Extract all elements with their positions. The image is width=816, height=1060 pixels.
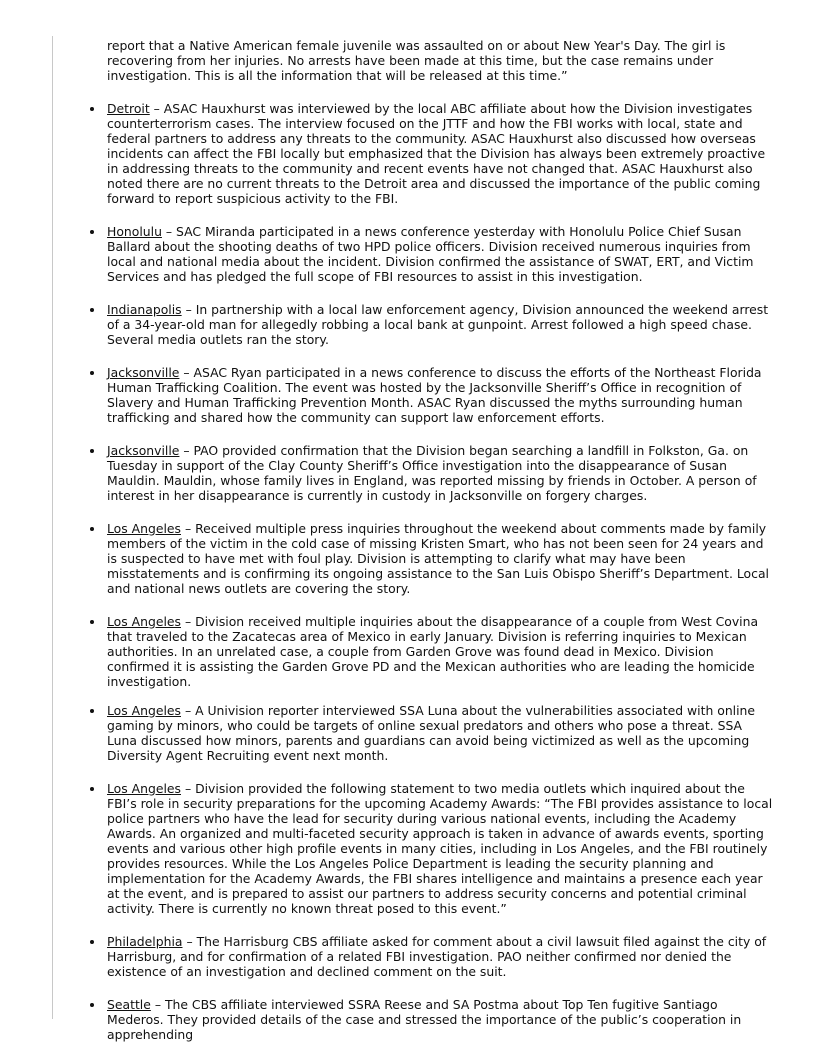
list-item: [107, 934, 773, 979]
item-text: – ASAC Hauxhurst was interviewed by the local ABC affiliate about how the Division investigates counterterrorism cases. The interview focused on the JTTF and how the FBI works with local, state and federal partners to address any threats to the community. ASAC Hauxhurst also discussed how overseas incidents can affect the FBI locally but emphasized that the Division has always been extremely proactive in addressing threats to the community and recent events have not changed that. ASAC Hauxhurst also noted there are no current threats to the Detroit area and discussed the importance of the public coming forward to report suspicious activity to the FBI.: [107, 101, 766, 206]
location-link[interactable]: Los Angeles: [107, 521, 181, 536]
location-link[interactable]: Detroit: [107, 101, 150, 116]
location-link[interactable]: Philadelphia: [107, 934, 183, 949]
media-report-list: [107, 101, 773, 1042]
list-item: [107, 443, 773, 503]
item-text: – The CBS affiliate interviewed SSRA Reese and SA Postma about Top Ten fugitive Santiago Mederos. They provided details of the case and stressed the importance of the public’s cooperation in apprehending: [107, 997, 742, 1042]
item-text: – A Univision reporter interviewed SSA Luna about the vulnerabilities associated with online gaming by minors, who could be targets of online sexual predators and others who pose a threat. SSA Luna discussed how minors, parents and guardians can avoid being victimized as well as the upcoming Diversity Agent Recruiting event next month.: [107, 703, 756, 763]
location-link[interactable]: Jacksonville: [107, 365, 180, 380]
location-link[interactable]: Indianapolis: [107, 302, 182, 317]
item-text: – ASAC Ryan participated in a news conference to discuss the efforts of the Northeast Florida Human Trafficking Coalition. The event was hosted by the Jacksonville Sheriff’s Office in recognition of Slavery and Human Trafficking Prevention Month. ASAC Ryan discussed the myths surrounding human trafficking and shared how the community can support law enforcement efforts.: [107, 365, 762, 425]
list-item: [107, 365, 773, 425]
item-text: – Received multiple press inquiries throughout the weekend about comments made by family members of the victim in the cold case of missing Kristen Smart, who has not been seen for 24 years and is suspected to have met with foul play. Division is attempting to clarify what may have been misstatements and is confirming its ongoing assistance to the San Luis Obispo Sheriff’s Department. Local and national news outlets are covering the story.: [107, 521, 769, 596]
list-item: [107, 614, 773, 689]
list-item: [107, 521, 773, 596]
left-margin-rule: [52, 36, 53, 1019]
list-item: [107, 997, 773, 1042]
item-text: – PAO provided confirmation that the Division began searching a landfill in Folkston, Ga. on Tuesday in support of the Clay County Sheriff’s Office investigation into the disappearance of Susan Mauldin. Mauldin, whose family lives in England, was reported missing by friends in October. A person of interest in her disappearance is currently in custody in Jacksonville on forgery charges.: [107, 443, 757, 503]
item-text: – SAC Miranda participated in a news conference yesterday with Honolulu Police Chief Susan Ballard about the shooting deaths of two HPD police officers. Division received numerous inquiries from local and national media about the incident. Division confirmed the assistance of SWAT, ERT, and Victim Services and has pledged the full scope of FBI resources to assist in this investigation.: [107, 224, 754, 284]
location-link[interactable]: Honolulu: [107, 224, 162, 239]
location-link[interactable]: Seattle: [107, 997, 151, 1012]
intro-paragraph: report that a Native American female juvenile was assaulted on or about New Year's Day. The girl is recovering from her injuries. No arrests have been made at this time, but the case remains under investigation. This is all the information that will be released at this time.”: [107, 38, 726, 83]
list-item: [107, 224, 773, 284]
item-text: – Division provided the following statement to two media outlets which inquired about the FBI’s role in security preparations for the upcoming Academy Awards: “The FBI provides assistance to local police partners who have the lead for security during various national events, including the Academy Awards. An organized and multi-faceted security approach is taken in advance of awards events, sporting events and various other high profile events in many cities, including in Los Angeles, and the FBI routinely provides resources. While the Los Angeles Police Department is leading the security planning and implementation for the Academy Awards, the FBI shares intelligence and maintains a presence each year at the event, and is prepared to assist our partners to address security concerns and potential criminal activity. There is currently no known threat posed to this event.”: [107, 781, 773, 916]
location-link[interactable]: Los Angeles: [107, 703, 181, 718]
location-link[interactable]: Los Angeles: [107, 781, 181, 796]
item-text: – Division received multiple inquiries about the disappearance of a couple from West Covina that traveled to the Zacatecas area of Mexico in early January. Division is referring inquiries to Mexican authorities. In an unrelated case, a couple from Garden Grove was found dead in Mexico. Division confirmed it is assisting the Garden Grove PD and the Mexican authorities who are leading the homicide investigation.: [107, 614, 759, 689]
item-text: – The Harrisburg CBS affiliate asked for comment about a civil lawsuit filed against the city of Harrisburg, and for confirmation of a related FBI investigation. PAO neither confirmed nor denied the existence of an investigation and declined comment on the suit.: [107, 934, 767, 979]
document-body: [107, 38, 773, 1060]
item-text: – In partnership with a local law enforcement agency, Division announced the weekend arrest of a 34-year-old man for allegedly robbing a local bank at gunpoint. Arrest followed a high speed chase. Several media outlets ran the story.: [107, 302, 769, 347]
location-link[interactable]: Los Angeles: [107, 614, 181, 629]
list-item: [107, 101, 773, 206]
location-link[interactable]: Jacksonville: [107, 443, 180, 458]
list-item: [107, 302, 773, 347]
list-item: [107, 781, 773, 916]
list-item: [107, 703, 773, 763]
